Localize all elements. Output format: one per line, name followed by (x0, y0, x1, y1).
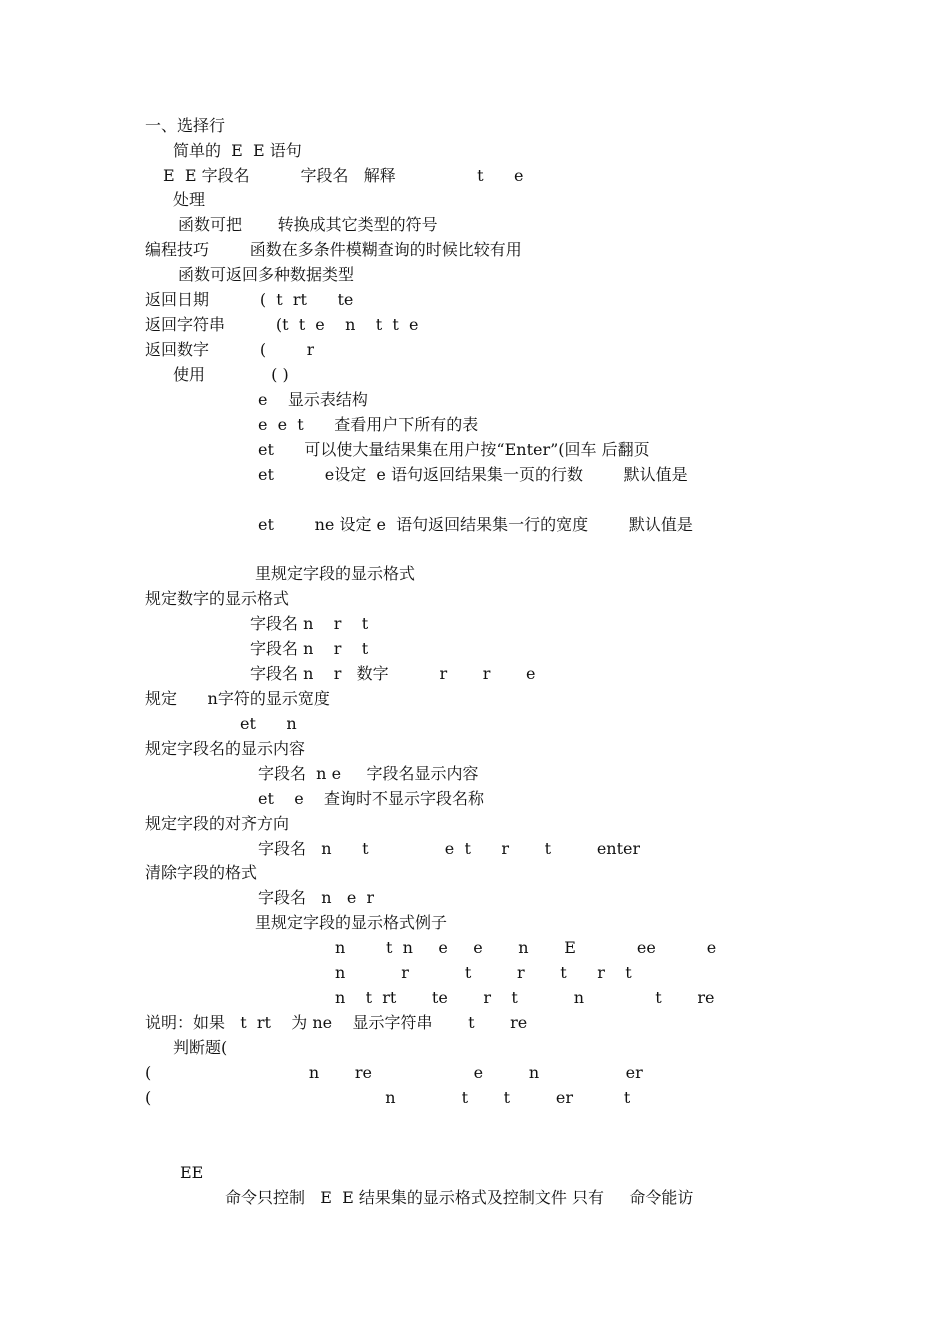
text-line: 字段名 n e r (258, 888, 375, 907)
text-line: 字段名 n r t (250, 614, 369, 633)
text-line: et e设定 e 语句返回结果集一页的行数 默认值是 (258, 465, 688, 484)
text-line: 函数可返回多种数据类型 (178, 265, 355, 284)
text-line: 命令只控制 E E 结果集的显示格式及控制文件 只有 命令能访 (225, 1188, 694, 1207)
text-line: 里规定字段的显示格式 (255, 564, 416, 583)
text-line: et 可以使大量结果集在用户按“Enter”(回车 后翻页 (258, 440, 650, 459)
text-line: 字段名 n e 字段名显示内容 (258, 764, 479, 783)
text-line: EE (180, 1163, 204, 1182)
text-line: 返回日期 ( t rt te (145, 290, 354, 309)
text-line: e e t 查看用户下所有的表 (258, 415, 479, 434)
text-line: 使用 ( ) (173, 365, 289, 384)
text-line: et n (240, 714, 297, 733)
text-line: 编程技巧 函数在多条件模糊查询的时候比较有用 (145, 240, 522, 259)
section-heading: 一、选择行 (145, 116, 226, 135)
text-line: ( n re e n er (145, 1063, 643, 1082)
text-line: et e 查询时不显示字段名称 (258, 789, 485, 808)
text-line: et ne 设定 e 语句返回结果集一行的宽度 默认值是 (258, 515, 693, 534)
text-line: 规定 n字符的显示宽度 (145, 689, 330, 708)
text-line: 返回数字 ( r (145, 340, 315, 359)
text-line: e 显示表结构 (258, 390, 368, 409)
text-line: E E 字段名 字段名 解释 t e (163, 166, 524, 185)
text-line: 规定字段名的显示内容 (145, 739, 306, 758)
text-line: 返回字符串 (t t e n t t e (145, 315, 419, 334)
text-line: 字段名 n t e t r t enter (258, 839, 641, 858)
text-line: 判断题( (173, 1038, 228, 1057)
text-line: 规定数字的显示格式 (145, 589, 290, 608)
text-line: 里规定字段的显示格式例子 (255, 913, 448, 932)
text-line: n t rt te r t n t re (335, 988, 715, 1007)
text-line: 函数可把 转换成其它类型的符号 (178, 215, 438, 234)
text-line: n r t r t r t (335, 963, 632, 982)
text-line: 字段名 n r t (250, 639, 369, 658)
text-line: 规定字段的对齐方向 (145, 814, 290, 833)
text-line: ( n t t er t (145, 1088, 631, 1107)
text-line: 处理 (173, 190, 206, 209)
text-line: 说明：如果 t rt 为 ne 显示字符串 t re (145, 1013, 528, 1032)
text-line: n t n e e n E ee e (335, 938, 717, 957)
text-line: 清除字段的格式 (145, 863, 258, 882)
text-line: 简单的 E E 语句 (173, 141, 302, 160)
text-line: 字段名 n r 数字 r r e (250, 664, 536, 683)
